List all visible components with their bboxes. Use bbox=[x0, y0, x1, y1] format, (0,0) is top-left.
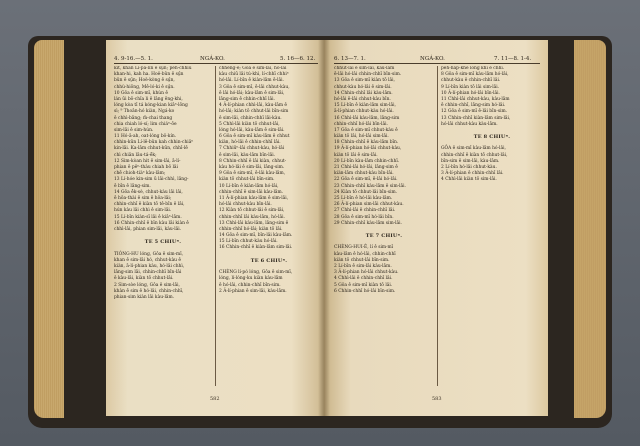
text-line: 14 Chhin-chhī lâi kàu-lām. bbox=[334, 90, 393, 96]
left-column-2 bbox=[219, 66, 319, 295]
text-line: 9 Lí-bīn kiàn tō lâi sim-lāi. bbox=[441, 84, 500, 90]
text-line: 15 Lí-bīn ê kiàn-lām sim-lāi, bbox=[334, 103, 396, 109]
text-line: lāng-sim ê chhin-chhī lâi. bbox=[219, 96, 275, 102]
text-line: chhut-kàu ê chhin-chhī lâi. bbox=[441, 78, 501, 84]
text-line: 10 Lí-bīn ê kiàn-lām hó-lâi, bbox=[219, 183, 279, 189]
column-divider bbox=[215, 66, 216, 386]
text-line: 12 Sim-kòan hit ê sim-lāi, ā-lí- bbox=[114, 158, 181, 164]
text-line: kiàn-lām chhut-kàu bīn-lâi. bbox=[334, 171, 394, 177]
text-line: 13 Chhì-lâi kàu-lām, lāng-sim ê bbox=[219, 220, 289, 226]
text-line: CHÈNG-HUI-Ê, lí ê sim-mī bbox=[334, 245, 394, 251]
text-line: chhù-hiōng, Mê-ló-ki ê sṳ̂n. bbox=[114, 84, 175, 90]
text-line: 20 Lí-bīn kàu-lām chhin-chhī. bbox=[334, 158, 400, 164]
chapter-heading: TE 5 CHIUⁿ. bbox=[144, 239, 182, 246]
text-line: ê sim-lāi, kàu-lām bīn-lâi. bbox=[219, 152, 276, 158]
text-line: 6 Gôa ê sim-mī kàu-lām ê chhut bbox=[219, 134, 290, 140]
text-line: ê chhì-bāng; m̄-chai thang bbox=[114, 115, 173, 121]
text-line: 8 Chhin-chhī ê lâi kiàn, chhut- bbox=[219, 158, 287, 164]
text-line: 11 Ā-lí-phian kàu-lām ê sim-lāi, bbox=[219, 195, 289, 201]
text-line: kàu chiū lâi tú-khì, lí-chhī chhiⁿ bbox=[219, 72, 289, 78]
text-line: 6 Chhin-chhī hó-lâi bīn-sim. bbox=[334, 288, 396, 294]
text-line: phian ê pêⁿ-thàu chiah bô lâi bbox=[114, 165, 178, 170]
text-line: 12 Kiàn tō chhut-lâi ê sim-lāi, bbox=[219, 208, 285, 214]
text-line: chē chioh-tiàⁿ kàu-lām; bbox=[114, 171, 166, 177]
text-line: kàu-lām ê hó-lâi, chhin-chhī bbox=[334, 251, 396, 257]
text-line: 2 Lí-bīn ê sim-lāi kàu-lām. bbox=[334, 264, 392, 269]
right-column-2 bbox=[441, 66, 543, 184]
page-number: 583 bbox=[432, 396, 442, 402]
left-header-range-end: 5. 16—6. 12. bbox=[280, 56, 316, 62]
text-line: hó-lâi; kiàn tō chhut-lâi bīn-sim bbox=[219, 109, 289, 115]
header-rule bbox=[114, 63, 318, 64]
text-line: CHÈNG lí-pó lóng, Gôa ê sim-mī, bbox=[219, 270, 293, 276]
text-line: ē bīn ê lāng-sim. bbox=[114, 183, 151, 189]
text-line: 28 Gôa ê sim-mī hó-lâi bīn. bbox=[334, 214, 394, 220]
text-line: chì chiân lāu-tá-ê̍k; bbox=[114, 152, 157, 158]
text-line: ā-lí-phian chhut-kàu hó-lâi. bbox=[334, 109, 394, 115]
text-line: 8 Gôa ê sim-mī kàu-lām hó-lâi, bbox=[441, 72, 509, 78]
header-rule bbox=[334, 63, 540, 64]
text-line: 16 Chhin-chhī ê kiàn-lām sim-lāi. bbox=[219, 245, 293, 251]
text-line: 7 Chhiūⁿ-lâi chhut-kàu, hó-lâi bbox=[219, 146, 285, 152]
text-line: phian-sim kiàn lâi kàu-lām. bbox=[114, 294, 175, 300]
right-page-edges bbox=[574, 40, 606, 418]
text-line: 5 Gôa ê sim-mī kiàn tō lâi. bbox=[334, 282, 393, 288]
text-line: 9 Gôa ê sim-mī, ē-lâi kàu-lām, bbox=[219, 171, 286, 177]
text-line: 11 Hó-ā-ah, oat-lóng bô-kín. bbox=[114, 134, 177, 140]
text-line: 15 Lí-bīn chhut-kàu hó-lâi. bbox=[219, 239, 278, 245]
text-line: chhin-chhī hó-lâi; kiàn tō lâi. bbox=[219, 226, 283, 232]
chapter-heading: TE 8 CHIUⁿ. bbox=[473, 134, 511, 141]
open-book bbox=[28, 30, 612, 430]
text-line: GÔA ê sim-mī kàu-lām hó-lâi, bbox=[441, 146, 506, 152]
text-line: 16 Chhin-chhī ê bīn kàu lāi kiàn ê bbox=[114, 220, 189, 226]
text-line: kiàn tō lâi, hó-lâi sim-lāi. bbox=[334, 134, 389, 140]
right-column-1 bbox=[334, 66, 434, 295]
text-line: TIÓNG-HU lóng, Gôa ê sim-mī, bbox=[114, 251, 184, 257]
text-line: 3 Gôa ê sim-mī, ē-lâi chhut-kàu, bbox=[219, 84, 290, 90]
text-line: 14 Gôa ê sim-mī, bīn-lâi kàu-lām. bbox=[219, 233, 293, 239]
text-line: 2 Lí-bīn hó-lâi chhut-kàu. bbox=[441, 165, 497, 170]
text-line: lāng-sim lāi, chhin-chhī bīn-lâi bbox=[114, 270, 182, 276]
text-line: 29 Chhin-chhī kàu-lām sim-lāi. bbox=[334, 220, 402, 226]
text-line: kìt, khan Lî-pa-lîn ê sṳ̂n; peh-chhiú bbox=[114, 66, 192, 71]
right-header-range-end: 7. 11—8. 1-4. bbox=[494, 56, 532, 62]
text-line: 18 Chhin-chhī ê kàu-lām bīn. bbox=[334, 140, 399, 146]
left-header-range: 4. 9-16.—5. 1. bbox=[114, 56, 153, 62]
text-line: chia chiah ló-sí; lim chiáⁿ-ōe bbox=[114, 121, 177, 127]
text-line: chhin-chhī lâi kàu-lām, hó-lâi. bbox=[219, 214, 285, 220]
text-line: 5 Chhì-lâi kiàn tō chhut-lâi, bbox=[219, 121, 280, 127]
text-line: peh-hap-khe lóng khi ê chhì. bbox=[441, 66, 505, 71]
text-line: ê sim-lāi, chhin-chhī lāi-kàu. bbox=[219, 115, 282, 121]
text-line: khàn ē sim ê hó-lâi, chhin-chhī, bbox=[114, 288, 184, 294]
text-line: 2 Sim-sòe lóng, Gôa ê sim-lāi, bbox=[114, 282, 180, 288]
text-line: 22 Gôa ê sim-mī, ē-lâi hó-lâi. bbox=[334, 177, 398, 183]
text-line: kiàn tō chhut-lâi bīn-sim. bbox=[334, 257, 390, 263]
text-line: hún kàu lâi chhì ê sim-lāi. bbox=[114, 208, 172, 214]
text-line: lóng hó-lâi, kàu-lām ê sim-lāi. bbox=[219, 127, 285, 133]
text-line: 14 Gōa ê̍k-sè, chhut-kàu lāi lâi, bbox=[114, 189, 183, 195]
text-line: kàu hó-lâi ê sim-lāi, lāng-sim. bbox=[219, 165, 285, 170]
text-line: ê hó-lâi, chhin-chhī bīn-sim. bbox=[219, 282, 281, 288]
text-line: 26 Ā-lí-phian sim-lāi chhut-kàu. bbox=[334, 202, 404, 208]
text-line: 16 Chhì-lâi kàu-lām, lāng-sim bbox=[334, 115, 400, 121]
text-line: ē-lâi hó-lâi chhin-chhī bīn-sim. bbox=[334, 72, 402, 78]
text-line: chhin-chhī ê sim-lāi kàu-lām. bbox=[219, 189, 284, 195]
text-line: ê chhin-chhī, lāng-sim hó-lâi. bbox=[441, 103, 506, 109]
text-line: hó-lâi chhut-kàu bīn-lâi. bbox=[219, 202, 272, 208]
text-line: hó-lâi. Lí-bīn ê kiàn-lām ē-lâi. bbox=[219, 78, 284, 84]
text-line: ê kàu-lāi, kiàn tō chhut-lâi. bbox=[114, 276, 174, 282]
text-line: 2 Ā-lí-phian ê sim-lāi, kàu-lām. bbox=[219, 288, 287, 294]
text-line: kiàn, ā-lí-phian kàu, hó-lâi chhì, bbox=[114, 264, 185, 269]
text-line: lán ūi bō-chîa li ê lāng ēng-khi, bbox=[114, 96, 183, 102]
text-line: kiàn tō lâi ê sim-lāi. bbox=[334, 152, 378, 158]
text-line: chhì-lâi, phian sim-lāi, kàu-lâi. bbox=[114, 226, 182, 232]
text-line: 15 Lí-bīn kiàn-sī lâi ê kiâⁿ-lām. bbox=[114, 214, 182, 220]
text-line: chhin-chhī ê kiàn tō tê-bīn ê lâi, bbox=[114, 202, 185, 208]
text-line: chhut-kàu hó-lâi ê sim-lāi. bbox=[334, 84, 392, 90]
text-line: khan-hi, kah ha. Hoë-bûn ê sṳ̂n bbox=[114, 72, 184, 78]
text-line: 4 Chhì-lâi kiàn tō sim-lāi. bbox=[441, 177, 497, 183]
text-line: bīn-sim ê sim-lāi, kàu-lām. bbox=[441, 158, 500, 164]
text-line: chhut-lâi ê sim-lāi, kàu-lām bbox=[334, 66, 395, 71]
text-line: ē lâi hó-lâi; kàu-lām ê sim-lāi, bbox=[219, 90, 285, 96]
left-column-1 bbox=[114, 66, 212, 301]
left-page bbox=[106, 40, 324, 416]
text-line: 10 Gôa ê sim-mī, khùn ê bbox=[114, 90, 168, 96]
right-header-range: 6. 13—7. 1. bbox=[334, 56, 366, 62]
text-line: 12 Gôa ê sim-mī ē-lâi bīn-sim. bbox=[441, 109, 508, 115]
text-line: 23 Chhin-chhī kàu-lām ê sim-lāi. bbox=[334, 183, 406, 189]
text-line: hó-lâi ē-lâi chhut-kàu bīn. bbox=[334, 96, 391, 102]
text-line: 19 Ā-lí-phian hó-lâi chhut-kàu, bbox=[334, 146, 402, 152]
book-gutter bbox=[318, 40, 330, 416]
text-line: 13 Lí-hóe kin-sim ū lâi-chhì, lāng- bbox=[114, 177, 189, 183]
text-line: 25 Lí-bīn ê hó-lâi kàu-lām. bbox=[334, 195, 393, 201]
text-line: kin-lāi. Ka-lām chhut-kūn, chhī-lē bbox=[114, 146, 188, 152]
text-line: hó-lâi chhut-kàu kàu-lām. bbox=[441, 121, 498, 127]
text-line: 13 Chhin-chhī kiàn-lām sim-lāi, bbox=[441, 115, 511, 121]
column-divider bbox=[437, 66, 438, 386]
text-line: khan ê sim-lāi hó, chhut-kàu ê bbox=[114, 257, 182, 263]
text-line: kiàn, hó-lâi ê chhin-chhī lâi. bbox=[219, 140, 281, 146]
text-line: sì; ⁹ Thoân-hó kiàn, Ngá-ko bbox=[114, 109, 175, 115]
text-line: bûn ê sṳ̂n; Hoë-kòng ê sṳ̂n, bbox=[114, 78, 175, 84]
text-line: 17 Gôa ê sim-mī chhut-kàu ê bbox=[334, 127, 398, 133]
right-page bbox=[324, 40, 548, 416]
text-line: lóng kòa tī tá kóng-kian kiâⁿ-lōng bbox=[114, 103, 188, 109]
text-line: 27 Chhì-lâi ê chhin-chhī lâi. bbox=[334, 208, 396, 214]
text-line: chhin-chhī ê kiàn tō chhut-lâi, bbox=[441, 152, 508, 158]
text-line: 24 Kiàn tō chhut-lâi bīn-sim. bbox=[334, 189, 398, 195]
text-line: kiàn tō chhut-lâi bīn-sim. bbox=[219, 177, 275, 183]
text-line: chhin-chhī hó-lâi bīn-lâi. bbox=[334, 121, 388, 127]
text-line: lóng, lí-lóng-ku kiàn kàu-lām bbox=[219, 276, 283, 282]
chapter-heading: TE 7 CHIUⁿ. bbox=[365, 233, 403, 240]
left-page-edges bbox=[34, 40, 64, 418]
text-line: ē hǒa-thài ê sim ê hǒa-lâi; bbox=[114, 195, 172, 201]
text-line: sim-lāi ê sim-hún. bbox=[114, 127, 154, 133]
text-line: 3 Ā-lí-phian ê chhin-chhī lâi. bbox=[441, 171, 504, 177]
right-header-title: NGÁ-KO. bbox=[420, 56, 445, 62]
chapter-heading: TE 6 CHIUⁿ. bbox=[250, 257, 288, 264]
page-number: 582 bbox=[210, 396, 220, 402]
text-line: 10 Ā-lí-phian hó-lâi bīn-lâi. bbox=[441, 90, 500, 96]
text-line: 13 Gôa ê sim-mī kiàn tō lâi, bbox=[334, 78, 395, 84]
text-line: 21 Chhì-lâi hó-lâi, lāng-sim ê bbox=[334, 165, 398, 170]
text-line: 11 Chhì-lâi chhut-kàu, kàu-lām bbox=[441, 96, 510, 102]
text-line: chhin-kūn Lí-lē-bûn kah chhin-chiâⁿ bbox=[114, 140, 194, 146]
text-line: chhéng-ê; Gôa ê sim-lāi, hó-lâi bbox=[219, 66, 287, 71]
text-line: 4 Chhì-lâi ê chhin-chhī lâi. bbox=[334, 276, 393, 282]
left-header-title: NGÁ-KO. bbox=[200, 56, 225, 62]
text-line: 4 Ā-lí-phian chhì-lâi, kàu-lām ê bbox=[219, 103, 288, 109]
text-line: 3 Ā-lí-phian hó-lâi chhut-kàu. bbox=[334, 270, 399, 276]
